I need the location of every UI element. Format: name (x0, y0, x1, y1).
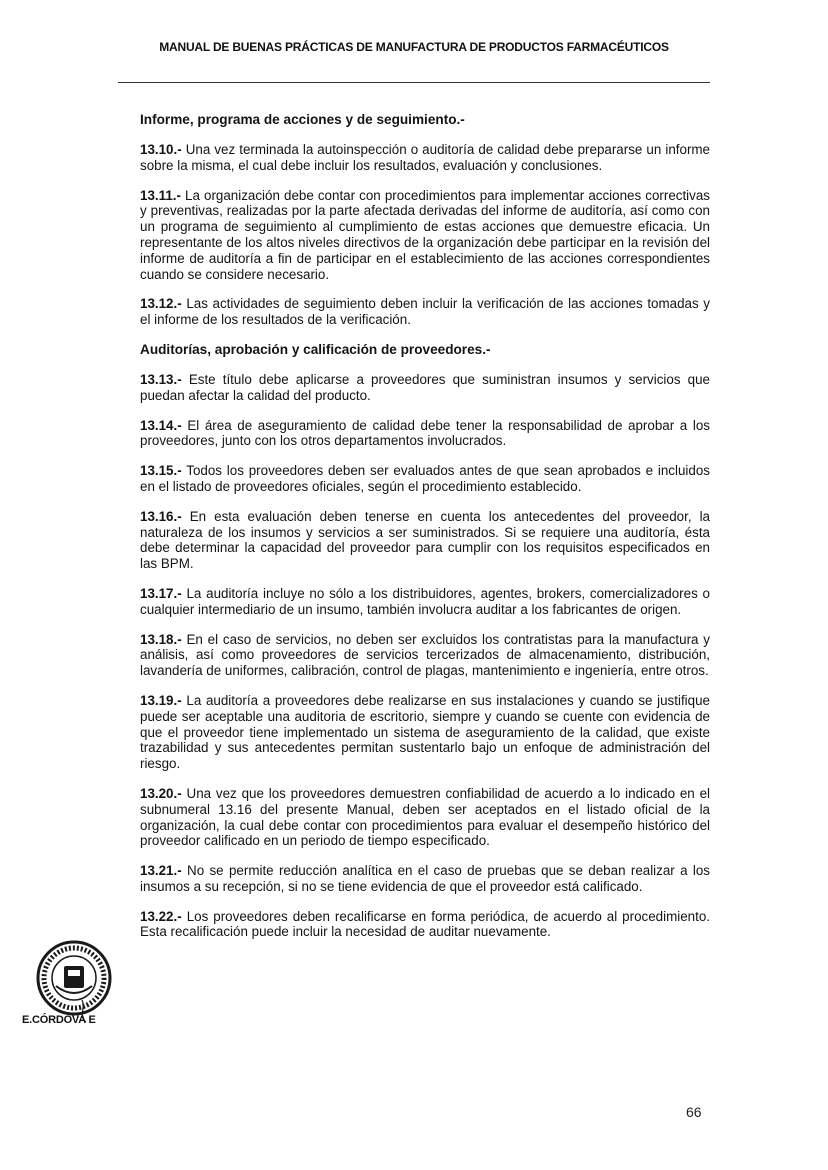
paragraph-text: El área de aseguramiento de calidad debe tener la responsabilidad de aprobar a los proveedores, junto con los otros departamentos involucrados. (140, 417, 710, 449)
paragraph-number: 13.10.- (140, 142, 182, 157)
paragraph-13-13 (140, 372, 710, 404)
paragraph-number: 13.12.- (140, 296, 182, 312)
paragraph-13-19 (140, 693, 710, 772)
page-header-title: MANUAL DE BUENAS PRÁCTICAS DE MANUFACTURA DE PRODUCTOS FARMACÉUTICOS (159, 40, 669, 54)
paragraph-number: 13.21.- (140, 863, 182, 879)
official-seal-stamp (26, 938, 122, 1022)
paragraph-text: Los proveedores deben recalificarse en forma periódica, de acuerdo al procedimiento. Esta recalificación puede incluir la necesidad de auditar nuevamente. (140, 908, 710, 940)
paragraph-number: 13.18.- (140, 631, 182, 647)
paragraph-number: 13.22.- (140, 908, 182, 924)
paragraph-13-15 (140, 463, 710, 495)
paragraph-text: La auditoría a proveedores debe realizarse en sus instalaciones y cuando se justifique puede ser aceptable una auditoria de escritorio, siempre y cuando se cuente con evidencia de que el proveedor tiene implementado un sistema de aseguramiento de la calidad, que existe trazabilidad y sus antecedentes permitan sustentarlo bajo un enfoque de administración del riesgo. (140, 692, 710, 772)
paragraph-number: 13.16.- (140, 508, 182, 524)
page-number: 66 (686, 1104, 702, 1120)
paragraph-number: 13.20.- (140, 785, 182, 801)
paragraph-13-16 (140, 509, 710, 572)
paragraph-13-20 (140, 786, 710, 849)
section-heading-informe: Informe, programa de acciones y de seguimiento.- (140, 112, 465, 127)
stamp-signature-name: E.CÓRDOVA E (22, 1014, 96, 1026)
paragraph-text: Este título debe aplicarse a proveedores que suministran insumos y servicios que puedan afectar la calidad del producto. (140, 371, 710, 403)
paragraph-13-18 (140, 632, 710, 679)
paragraph-text: En el caso de servicios, no deben ser excluidos los contratistas para la manufactura y análisis, así como proveedores de servicios tercerizados de almacenamiento, distribución, lavandería de uniformes, calibración, control de plagas, mantenimiento e ingeniería, entre otros. (140, 631, 710, 679)
paragraph-13-11 (140, 188, 710, 283)
paragraph-13-17 (140, 586, 710, 618)
paragraph-number: 13.15.- (140, 463, 182, 479)
paragraph-13-14 (140, 418, 710, 450)
paragraph-text: En esta evaluación deben tenerse en cuenta los antecedentes del proveedor, la naturaleza de los insumos y servicios a ser suministrados. Si se requiere una auditoría, ésta debe determinar la capacidad del proveedor para cumplir con los requisitos especificados en las BPM. (140, 508, 710, 572)
paragraph-text: La auditoría incluye no sólo a los distribuidores, agentes, brokers, comercializadores o cualquier intermediario de un insumo, también involucra auditar a los fabricantes de origen. (140, 585, 710, 617)
paragraph-number: 13.19.- (140, 692, 182, 708)
paragraph-number: 13.17.- (140, 585, 182, 601)
paragraph-13-21 (140, 863, 710, 895)
paragraph-text: Una vez terminada la autoinspección o auditoría de calidad debe prepararse un informe sobre la misma, el cual debe incluir los resultados, evaluación y conclusiones. (140, 142, 710, 173)
paragraph-number: 13.11.- (140, 187, 181, 203)
section-heading-auditorias: Auditorías, aprobación y calificación de proveedores.- (140, 341, 491, 357)
document-body (140, 112, 710, 954)
paragraph-text: Todos los proveedores deben ser evaluados antes de que sean aprobados e incluidos en el listado de proveedores oficiales, según el procedimiento establecido. (140, 463, 710, 494)
header-divider (118, 82, 710, 83)
paragraph-13-12 (140, 296, 710, 328)
paragraph-text: Una vez que los proveedores demuestren confiabilidad de acuerdo a lo indicado en el subnumeral 13.16 del presente Manual, deben ser aceptados en el listado oficial de la organización, la cual debe contar con procedimientos para evaluar el desempeño histórico del proveedor calificado en un periodo de tiempo especificado. (140, 785, 710, 849)
paragraph-number: 13.14.- (140, 417, 182, 433)
paragraph-text: No se permite reducción analítica en el caso de pruebas que se deban realizar a los insumos a su recepción, si no se tiene evidencia de que el proveedor está calificado. (140, 863, 710, 894)
paragraph-number: 13.13.- (140, 371, 182, 387)
paragraph-13-10 (140, 142, 710, 174)
paragraph-text: La organización debe contar con procedimientos para implementar acciones correctivas y preventivas, realizadas por la parte afectada derivadas del informe de auditoría, así como con un programa de seguimiento al cumplimiento de estas acciones que demuestre eficacia. Un representante de los altos niveles directivos de la organización debe participar en la revisión del informe de auditoría a fin de participar en el establecimiento de las acciones correspondientes cuando se considere necesario. (140, 187, 710, 282)
paragraph-13-22 (140, 909, 710, 941)
paragraph-text: Las actividades de seguimiento deben incluir la verificación de las acciones tomadas y el informe de los resultados de la verificación. (140, 296, 710, 328)
